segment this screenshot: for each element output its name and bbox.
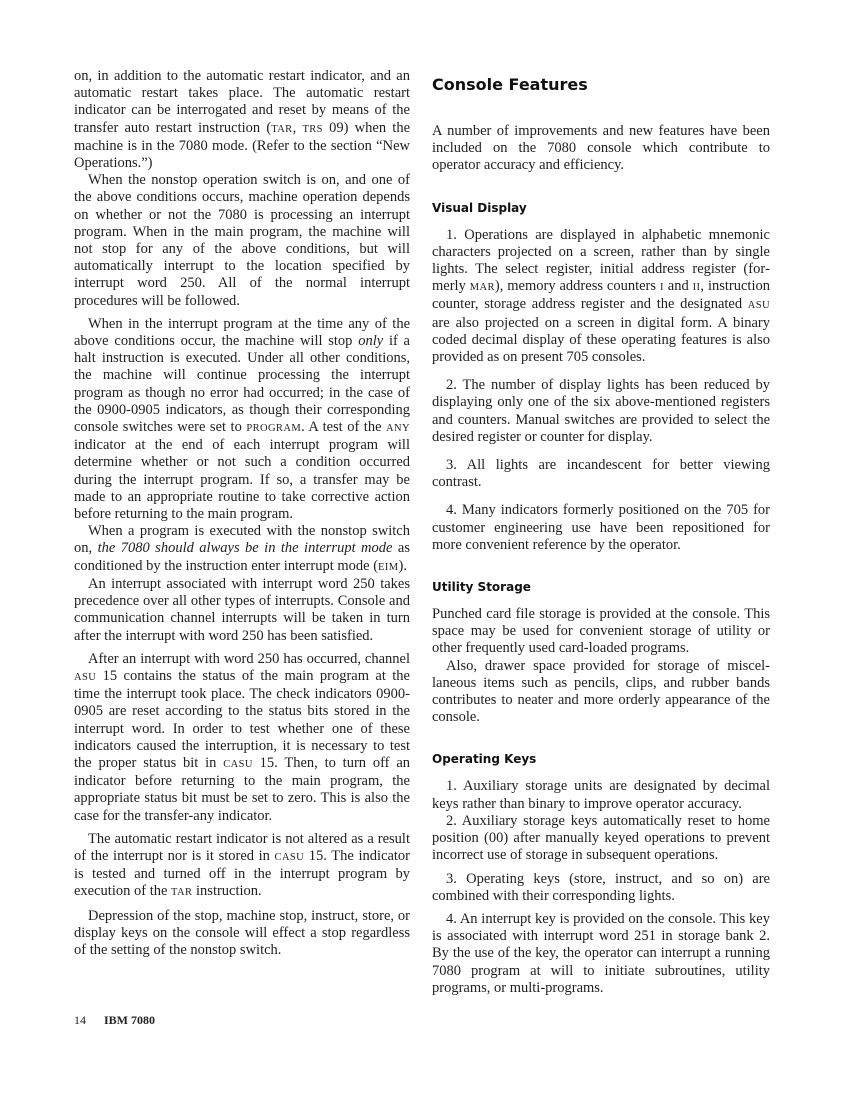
paragraph-nonstop-switch: When the nonstop operation switch is on, and one of the above conditions occurs, machine operation depends on whether or not the 7080 is processing an interrupt program. When in the main program, the machine will not stop for any of the above conditions, but will automatically interrupt to the location specified by interrupt word 250. All of the normal interrupt procedures will be followed. xyxy=(74,172,410,309)
paragraph-visual-display-2: 2. The number of display lights has been reduced by displaying only one of the six above-mentioned registers and counters. Manual switches are provided to select the desired register or counter for display. xyxy=(432,377,770,445)
paragraph-operating-keys-3: 3. Operating keys (store, instruct, and so on) are combined with their corresponding lights. xyxy=(432,870,770,904)
paragraph-check-indicators xyxy=(74,651,410,825)
page-footer xyxy=(74,1013,155,1028)
text-run: 15. Then, to turn off an indicator before returning to the main program, the appropriate status bit must be set to zero. This is also the case for the transfer-any indicator. xyxy=(74,754,410,824)
right-column xyxy=(432,68,770,997)
page-number: 14 xyxy=(74,1013,86,1027)
text-run: After an interrupt with word 250 has occurred, channel xyxy=(88,650,410,667)
paragraph-visual-display-4: 4. Many indicators formerly positioned on the 705 for customer engineering use have been repositioned for more convenient reference by the operator. xyxy=(432,502,770,553)
text-run: , xyxy=(292,119,303,136)
text-run: 15 contains the status of the main program at the time the interrupt took place. The check indicators 0900-0905 are reset according to the status bits stored in the interrupt word. In order to test whether one of these indicators caused the interruption, it is necessary to test the proper status bit in xyxy=(74,667,410,771)
paragraph-operating-keys-2: 2. Auxiliary storage keys automatically reset to home position (00) after manually keyed operations to prevent incorrect use of storage in subsequent operations. xyxy=(432,812,770,864)
paragraph-utility-storage-1: Punched card file storage is provided at the console. This space may be used for convenient storage of utility or other frequently used card-loaded programs. xyxy=(432,606,770,657)
paragraph-interrupt-precedence: An interrupt associated with interrupt word 250 takes precedence over all other types of interrupts. Console and communication channel interrupts will be taken in turn after the interrupt with word 250 has been satisfied. xyxy=(74,575,410,644)
footer-title: IBM 7080 xyxy=(104,1013,155,1027)
text-run: 09) when the machine is in the 7080 mode. (Refer to the section “New Operations.”) xyxy=(74,119,411,172)
text-run: on, in addition to the automatic restart indicator, and an automatic restart takes place. The automatic restart indicator can be interrogated and reset by means of the transfer auto restart instruction ( xyxy=(74,68,410,136)
mnemonic-any: ANY xyxy=(386,423,410,435)
text-run: 1. Operations are displayed in alphabetic mnemonic characters projected on a screen, rather than by single lights. The select register, initial address register (formerly xyxy=(432,226,770,295)
mnemonic-mar: MAR xyxy=(469,282,495,294)
paragraph-visual-display-3: 3. All lights are incandescent for better viewing contrast. xyxy=(432,457,770,491)
mnemonic-asu: ASU xyxy=(74,671,97,683)
section-heading-console-features: Console Features xyxy=(432,75,588,94)
text-run: indicator at the end of each interrupt program will determine whether or not such a condition occurred during the interrupt program. If so, a transfer may be made to an appropriate routine to take corrective action before returning to the main program. xyxy=(74,437,410,523)
text-run: When in the interrupt program at the time any of the above conditions occur, the machine will stop xyxy=(74,315,410,350)
mnemonic-asu: ASU xyxy=(747,300,770,312)
subheading-utility-storage: Utility Storage xyxy=(432,580,531,595)
text-run: as conditioned by the instruction enter interrupt mode ( xyxy=(74,540,410,574)
emphasis-interrupt-mode: the 7080 should always be in the interrupt mode xyxy=(97,540,393,557)
mnemonic-program: PROGRAM xyxy=(246,423,302,435)
text-run: 15. The indicator is tested and turned off in the interrupt program by execution of the xyxy=(74,847,410,900)
paragraph-restart-indicator xyxy=(74,831,410,902)
paragraph-interrupt-mode xyxy=(74,523,410,576)
left-column xyxy=(74,68,410,959)
mnemonic-eim: EIM xyxy=(378,561,399,573)
text-run: ). xyxy=(398,557,407,574)
mnemonic-ii: II xyxy=(692,282,701,294)
paragraph-operating-keys-1: 1. Auxiliary storage units are designated by decimal keys rather than binary to improve operator accuracy. xyxy=(432,778,770,812)
subheading-visual-display: Visual Display xyxy=(432,200,527,215)
text-run: . A test of the xyxy=(301,419,387,436)
text-run: and xyxy=(663,278,693,295)
paragraph-operating-keys-4: 4. An interrupt key is provided on the console. This key is associated with interrupt word 251 in storage bank 2. By the use of the key, the operator can interrupt a running 7080 program at will to initiate subroutines, utility programs, or multi-programs. xyxy=(432,910,770,996)
mnemonic-casu: CASU xyxy=(274,851,305,863)
text-run: ), memory address counters xyxy=(494,278,660,295)
paragraph-stop-keys: Depression of the stop, machine stop, instruct, store, or display keys on the console will effect a stop regardless of the setting of the nonstop switch. xyxy=(74,907,410,958)
mnemonic-casu: CASU xyxy=(223,758,253,770)
mnemonic-i: I xyxy=(659,282,664,294)
text-run: are also projected on a screen in digital form. A binary coded decimal display of these operating features is also provided as on present 705 consoles. xyxy=(432,314,770,366)
mnemonic-trs: TRS xyxy=(302,123,323,135)
emphasis-only: only xyxy=(358,333,384,350)
text-run: The automatic restart indicator is not altered as a result of the interrupt nor is it stored in xyxy=(74,830,410,864)
text-run: When a program is executed with the nonstop switch on, xyxy=(74,523,410,557)
subheading-operating-keys: Operating Keys xyxy=(432,752,537,767)
paragraph-interrupt-program xyxy=(74,316,410,523)
mnemonic-tar: TAR xyxy=(271,123,293,135)
mnemonic-tar: TAR xyxy=(171,887,193,899)
paragraph-automatic-restart xyxy=(74,68,410,172)
paragraph-utility-storage-2: Also, drawer space provided for storage of miscellaneous items such as pencils, clips, and rubber bands contributes to neater and more orderly appearance of the console. xyxy=(432,657,770,726)
paragraph-console-intro: A number of improvements and new features have been included on the 7080 console which contribute to operator accuracy and efficiency. xyxy=(432,123,770,174)
text-run: if a halt instruction is executed. Under all other conditions, the machine will continue processing the interrupt program as though no error had occurred; in the case of the 0900-0905 indicators, as though their corresponding console switches were set to xyxy=(74,333,410,436)
text-run: , instruction counter, storage address register and the designated xyxy=(432,278,770,313)
paragraph-visual-display-1 xyxy=(432,227,770,367)
text-run: instruction. xyxy=(192,883,262,900)
